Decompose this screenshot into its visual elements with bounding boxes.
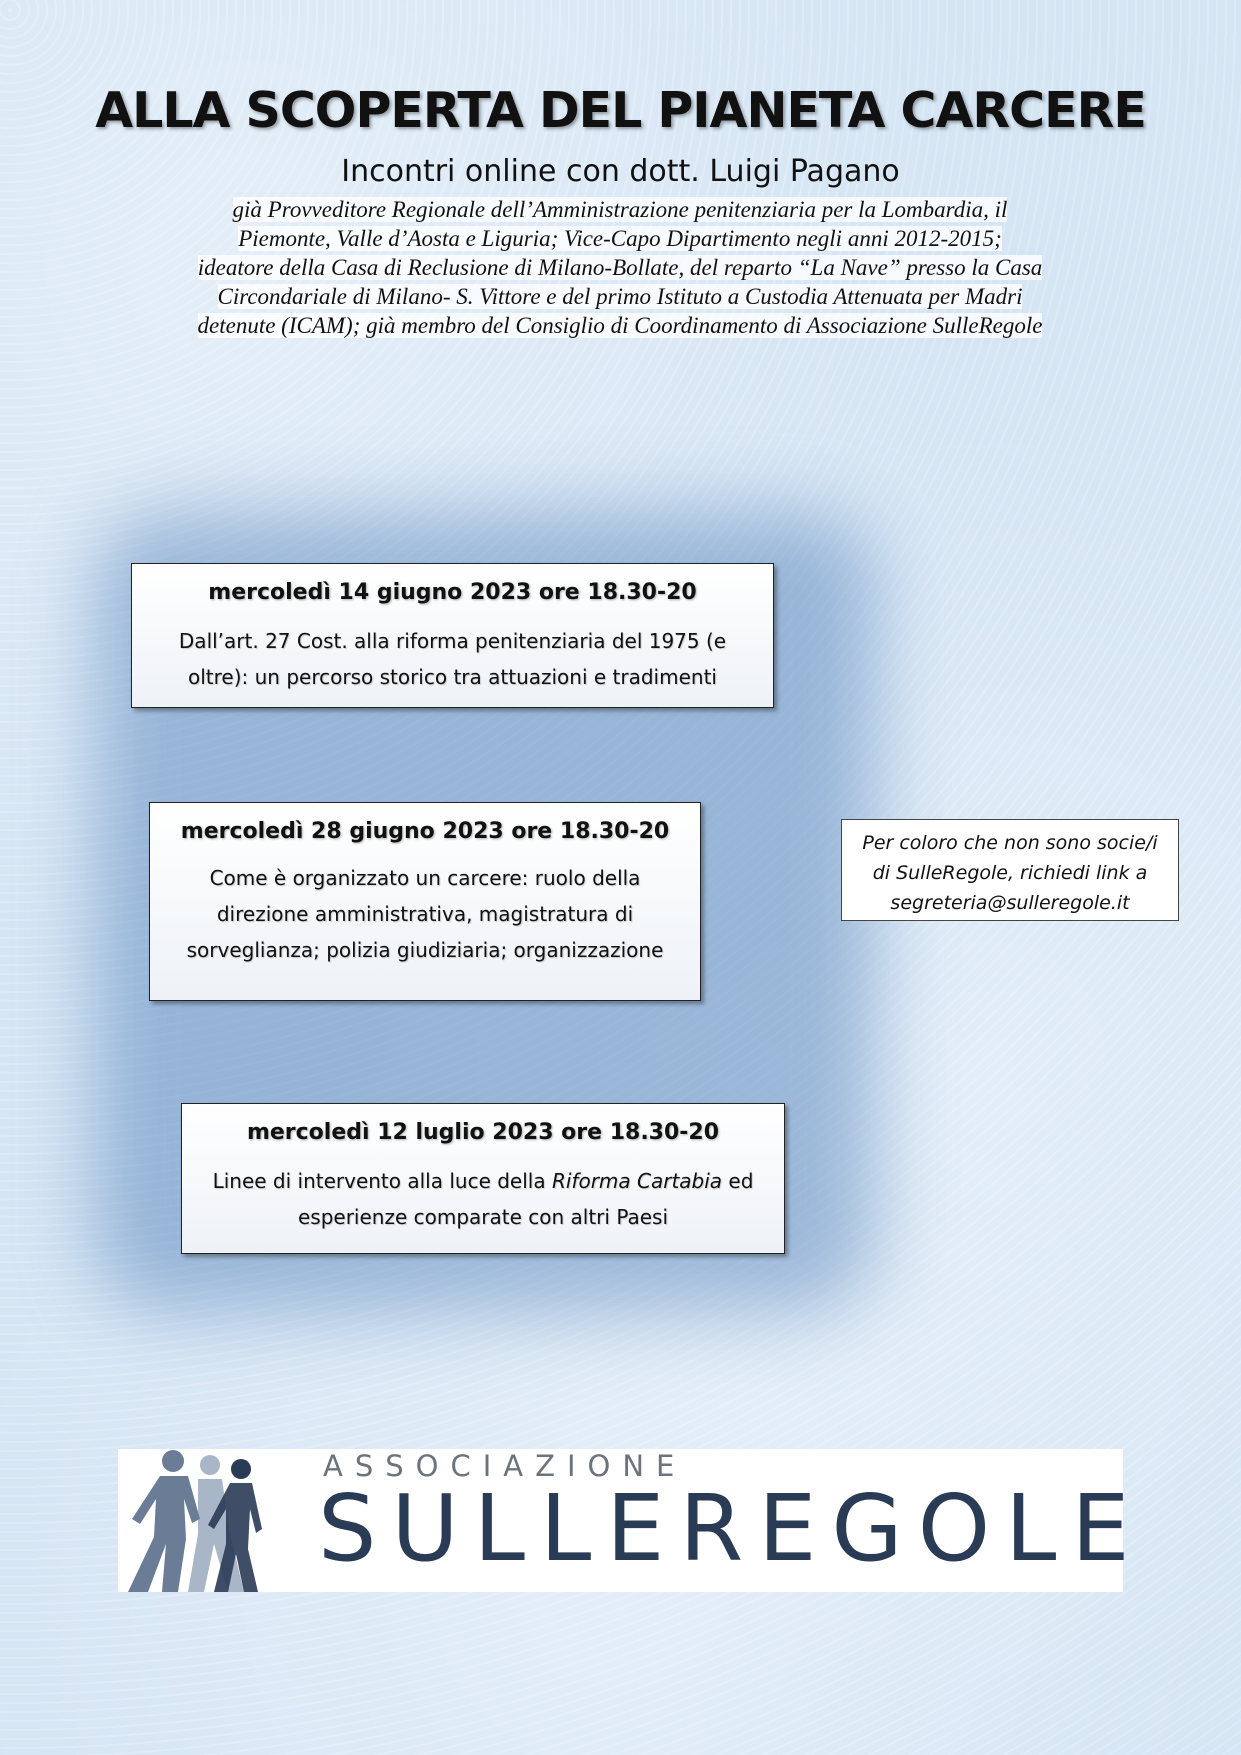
- bio-line: detenute (ICAM); già membro del Consiglio di Coordinamento di Associazione SulleRegole: [197, 313, 1043, 338]
- event-description: [170, 860, 680, 968]
- event-date: mercoledì 28 giugno 2023 ore 18.30-20: [180, 819, 670, 844]
- page-subtitle: Incontri online con dott. Luigi Pagano: [341, 154, 900, 189]
- page-title: ALLA SCOPERTA DEL PIANETA CARCERE: [95, 82, 1146, 139]
- event-desc-line: oltre): un percorso storico tra attuazioni e tradimenti: [188, 665, 717, 689]
- event-card-1: [131, 563, 774, 708]
- note-email: segreteria@sulleregole.it: [890, 892, 1130, 914]
- bio-line: Circondariale di Milano- S. Vittore e del primo Istituto a Custodia Attenuata per Madri: [217, 284, 1023, 309]
- association-logo: [118, 1449, 1145, 1592]
- event-date: mercoledì 14 giugno 2023 ore 18.30-20: [208, 580, 697, 605]
- event-desc-line: Dall’art. 27 Cost. alla riforma penitenziaria del 1975 (e: [178, 629, 727, 653]
- event-desc-italic: Riforma Cartabia: [551, 1169, 723, 1193]
- event-desc-line: direzione amministrativa, magistratura di: [216, 902, 634, 926]
- event-desc-line: sorveglianza; polizia giudiziaria; organizzazione: [186, 938, 664, 962]
- bio-line: ideatore della Casa di Reclusione di Milano-Bollate, del reparto “La Nave” presso la Casa: [197, 255, 1043, 280]
- event-card-3: [181, 1103, 785, 1254]
- note-line: Per coloro che non sono socie/i: [862, 832, 1158, 854]
- event-description: [202, 1163, 764, 1235]
- event-desc-line: Come è organizzato un carcere: ruolo della: [209, 866, 641, 890]
- event-desc-text: Linee di intervento alla luce della: [212, 1169, 552, 1193]
- people-icon: [118, 1449, 268, 1592]
- event-desc-line: esperienze comparate con altri Paesi: [297, 1205, 669, 1229]
- speaker-bio: [128, 195, 1112, 340]
- registration-note: [841, 819, 1179, 921]
- event-desc-text: ed: [722, 1169, 754, 1193]
- logo-name-text: SULLEREGOLE: [318, 1475, 1145, 1582]
- event-description: [152, 623, 753, 695]
- bio-line: già Provveditore Regionale dell’Amministrazione penitenziaria per la Lombardia, il: [232, 197, 1008, 222]
- logo-top-text: ASSOCIAZIONE: [323, 1449, 687, 1483]
- bio-line: Piemonte, Valle d’Aosta e Liguria; Vice-Capo Dipartimento negli anni 2012-2015;: [238, 226, 1002, 251]
- event-card-2: [149, 802, 701, 1001]
- event-date: mercoledì 12 luglio 2023 ore 18.30-20: [246, 1120, 720, 1145]
- note-line: di SulleRegole, richiedi link a: [872, 862, 1148, 884]
